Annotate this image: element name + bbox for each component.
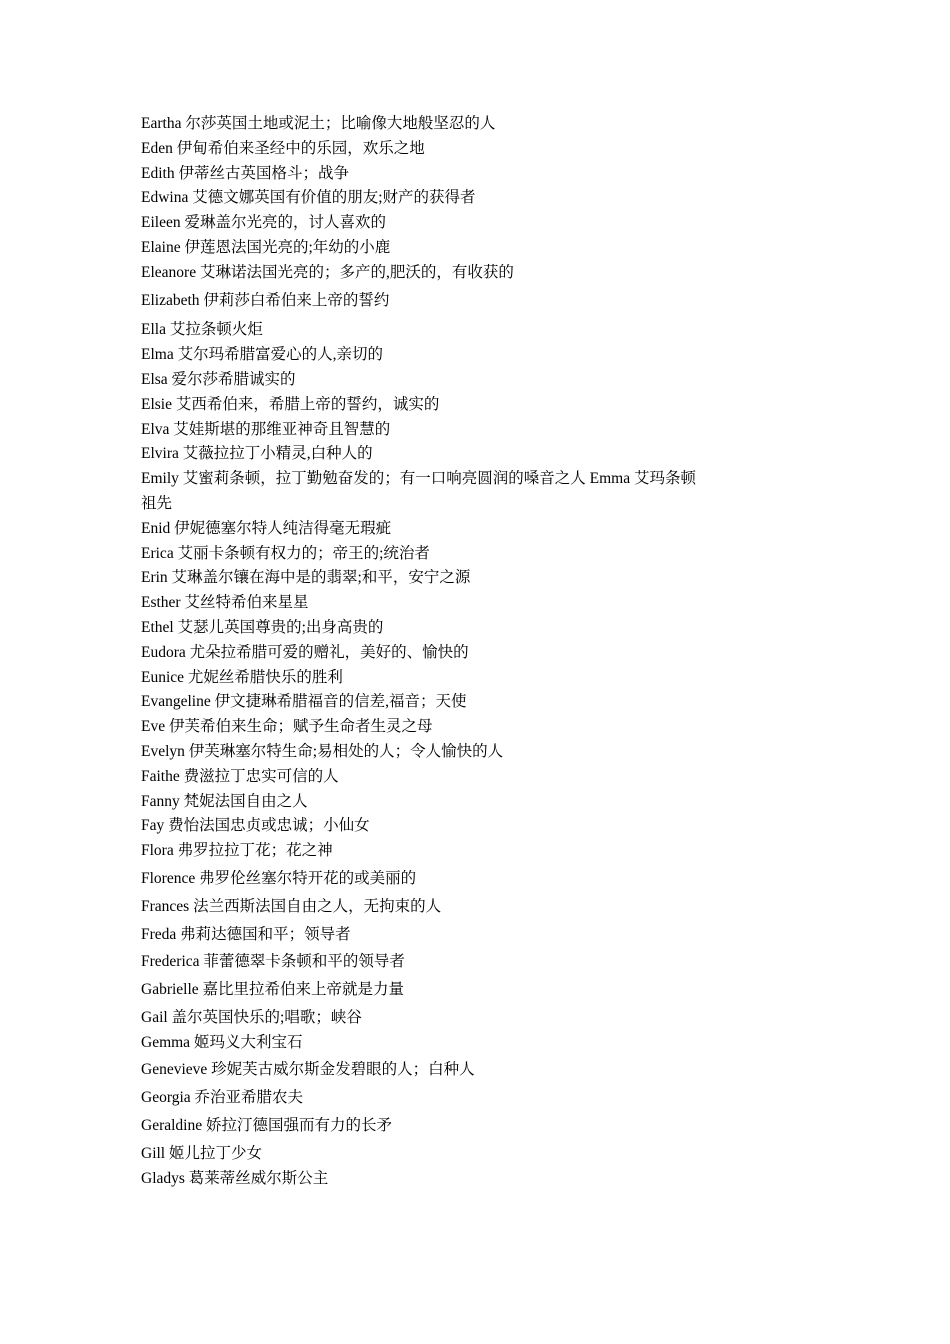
list-item: Genevieve 珍妮芙古威尔斯金发碧眼的人；白种人 <box>141 1061 475 1079</box>
list-item: Gabrielle 嘉比里拉希伯来上帝就是力量 <box>141 981 405 999</box>
list-item: Frances 法兰西斯法国自由之人，无拘束的人 <box>141 897 442 915</box>
list-item: Elaine 伊莲恩法国光亮的;年幼的小鹿 <box>141 238 391 256</box>
list-item: Eleanore 艾琳诺法国光亮的；多产的,肥沃的，有收获的 <box>141 263 514 281</box>
list-item: Eve 伊芙希伯来生命；赋予生命者生灵之母 <box>141 718 433 736</box>
list-item: Gill 姬儿拉丁少女 <box>141 1144 262 1162</box>
list-item: Ethel 艾瑟儿英国尊贵的;出身高贵的 <box>141 618 384 636</box>
list-item: Geraldine 娇拉汀德国强而有力的长矛 <box>141 1117 392 1135</box>
list-item: Erin 艾琳盖尔镶在海中是的翡翠;和平，安宁之源 <box>141 569 471 587</box>
list-item: Freda 弗莉达德国和平；领导者 <box>141 925 351 943</box>
list-item: Faithe 费滋拉丁忠实可信的人 <box>141 767 339 785</box>
list-item: Eudora 尤朵拉希腊可爱的赠礼，美好的、愉快的 <box>141 643 469 661</box>
list-item: Fay 费怡法国忠贞或忠诚；小仙女 <box>141 817 370 835</box>
list-item: Eunice 尤妮丝希腊快乐的胜利 <box>141 668 343 686</box>
list-item: Gemma 姬玛义大利宝石 <box>141 1033 303 1051</box>
list-item: Frederica 菲蕾德翠卡条顿和平的领导者 <box>141 953 405 971</box>
list-item: Esther 艾丝特希伯来星星 <box>141 594 309 612</box>
list-item: Elva 艾娃斯堪的那维亚神奇且智慧的 <box>141 420 391 438</box>
list-item: Florence 弗罗伦丝塞尔特开花的或美丽的 <box>141 869 417 887</box>
list-item: Elvira 艾薇拉拉丁小精灵,白种人的 <box>141 445 373 463</box>
list-item: Enid 伊妮德塞尔特人纯洁得毫无瑕疵 <box>141 519 392 537</box>
name-list <box>141 112 701 1191</box>
list-item: Edith 伊蒂丝古英国格斗；战争 <box>141 164 349 182</box>
list-item: Gail 盖尔英国快乐的;唱歌；峡谷 <box>141 1008 362 1026</box>
list-item: Elsa 爱尔莎希腊诚实的 <box>141 370 296 388</box>
list-item: Elizabeth 伊莉莎白希伯来上帝的誓约 <box>141 291 390 309</box>
list-item: Emily 艾蜜莉条顿，拉丁勤勉奋发的；有一口响亮圆润的嗓音之人 Emma 艾玛条顿祖先 <box>141 470 696 512</box>
list-item: Evelyn 伊芙琳塞尔特生命;易相处的人；令人愉快的人 <box>141 742 504 760</box>
list-item: Elma 艾尔玛希腊富爱心的人,亲切的 <box>141 346 383 364</box>
list-item: Georgia 乔治亚希腊农夫 <box>141 1089 304 1107</box>
list-item: Evangeline 伊文捷琳希腊福音的信差,福音；天使 <box>141 693 467 711</box>
list-item: Eden 伊甸希伯来圣经中的乐园，欢乐之地 <box>141 139 425 157</box>
list-item: Eartha 尔莎英国土地或泥土；比喻像大地般坚忍的人 <box>141 115 496 132</box>
list-item: Elsie 艾西希伯来，希腊上帝的誓约，诚实的 <box>141 395 440 413</box>
list-item: Ella 艾拉条顿火炬 <box>141 321 263 339</box>
list-item: Erica 艾丽卡条顿有权力的；帝王的;统治者 <box>141 544 430 562</box>
list-item: Gladys 葛莱蒂丝威尔斯公主 <box>141 1169 329 1187</box>
list-item: Flora 弗罗拉拉丁花；花之神 <box>141 842 333 860</box>
list-item: Eileen 爱琳盖尔光亮的，讨人喜欢的 <box>141 214 386 232</box>
list-item: Edwina 艾德文娜英国有价值的朋友;财产的获得者 <box>141 189 476 207</box>
list-item: Fanny 梵妮法国自由之人 <box>141 792 308 810</box>
